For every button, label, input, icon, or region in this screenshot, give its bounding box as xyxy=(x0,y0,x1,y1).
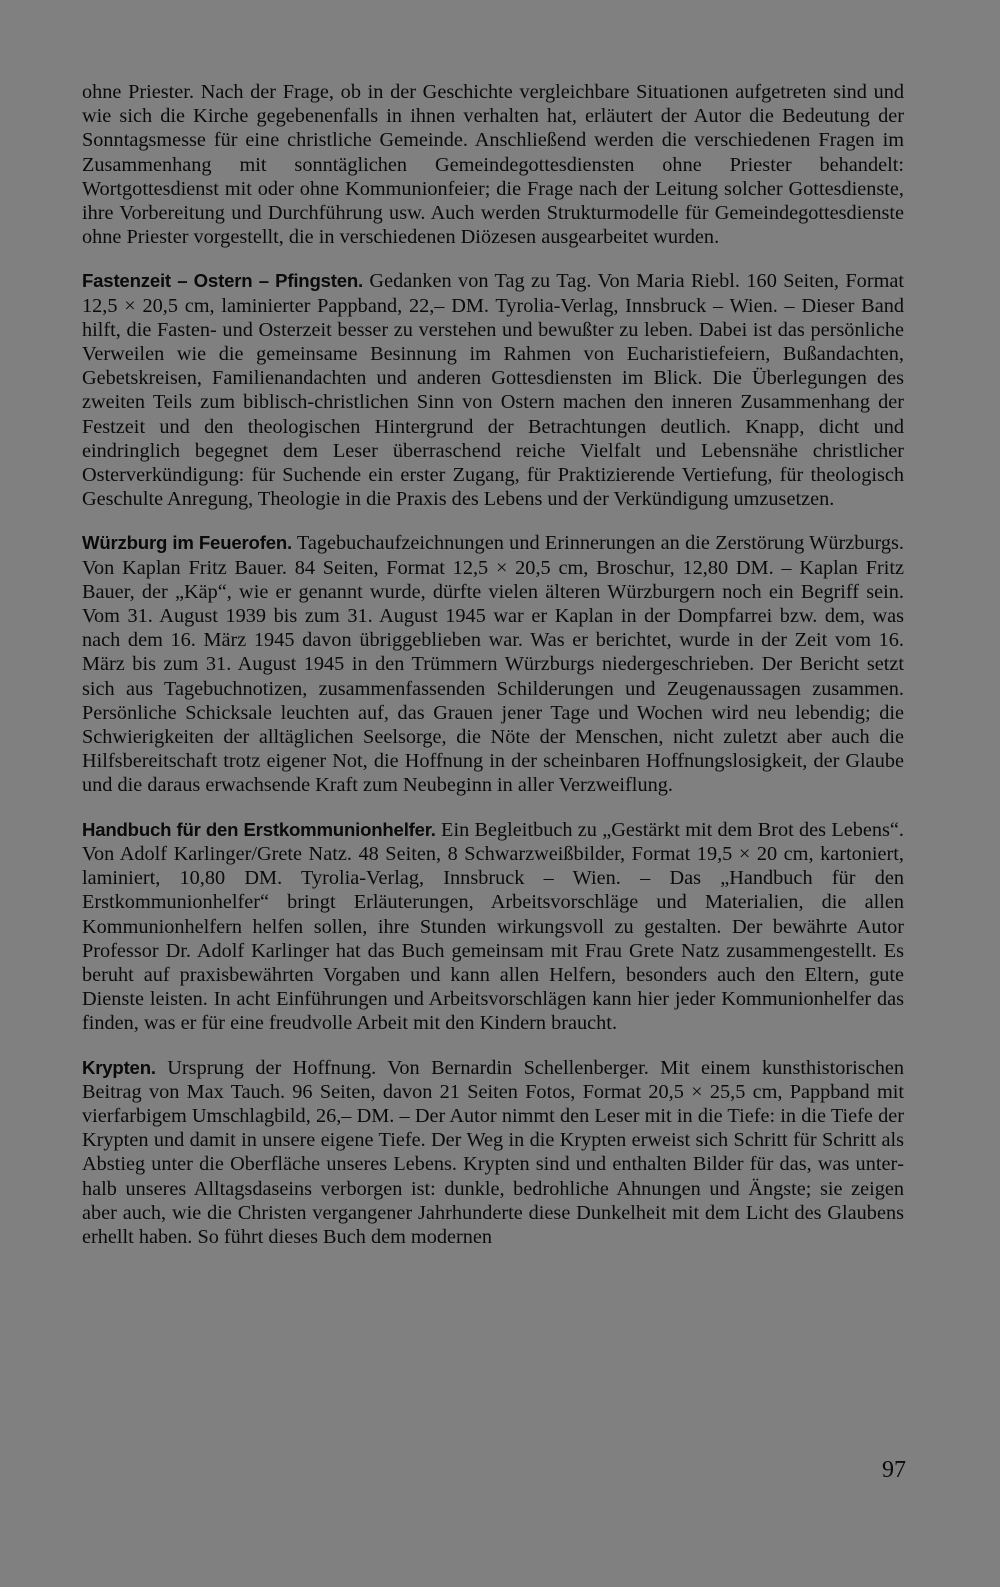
book-title-lead: Krypten. xyxy=(82,1056,156,1078)
paragraph-text: ohne Priester. Nach der Frage, ob in der Geschichte vergleichbare Situationen aufgetreten sind und wie sich die Kirche gegebenenfalls in ihnen verhalten hat, erläutert der Autor die Bedeutung der Sonntagsmesse für eine christliche Gemeinde. Anschließend werden die verschiedenen Fragen im Zusammenhang mit sonntäglichen Gemeindegottesdiensten ohne Priester behandelt: Wortgottesdienst mit oder ohne Kommunionfeier; die Frage nach der Leitung solcher Gottesdienste, ihre Vorbereitung und Durchführung usw. Auch werden Strukturmodelle für Gemeindegottesdienste ohne Priester vorgestellt, die in verschiedenen Diözesen ausgearbeitet wurden. xyxy=(82,81,904,249)
book-title-lead: Handbuch für den Erstkommunionhelfer. xyxy=(82,818,436,840)
paragraph-intro-continuation xyxy=(82,80,904,249)
review-text: Ein Begleitbuch zu „Gestärkt mit dem Brot des Lebens“. Von Adolf Karlinger/Grete Natz. 48 Seiten, 8 Schwarzweißbilder, Format 19,5 × 20 cm, kartoniert, laminiert, 10,80 DM. Tyrolia-Verlag, Innsbruck – Wien. – Das „Handbuch für den Erstkommunionhelfer“ bringt Erläuterungen, Arbeitsvorschläge und Materialien, die allen Kommunionhelfern helfen sollen, ihre Stunden wirkungsvoll zu gestalten. Der bewährte Autor Professor Dr. Adolf Karlinger hat das Buch gemeinsam mit Frau Grete Natz zusammengestellt. Es beruht auf praxisbewährten Vorgaben und kann allen Helfern, besonders auch den Eltern, gute Dienste leisten. In acht Einführungen und Arbeitsvorschlägen kann hier jeder Kommunionhelfer das finden, was er für eine freudvolle Arbeit mit den Kindern braucht. xyxy=(82,818,904,1035)
page-body xyxy=(82,80,904,1249)
review-handbuch-erstkommunionhelfer xyxy=(82,818,904,1036)
review-wuerzburg-im-feuerofen xyxy=(82,531,904,797)
review-text: Tagebuchaufzeichnungen und Erinnerungen an die Zerstörung Würzburgs. Von Kaplan Fritz Bauer. 84 Seiten, Format 12,5 × 20,5 cm, Broschur, 12,80 DM. – Kaplan Fritz Bauer, der „Käp“, wie er genannt wurde, dürfte vielen älteren Würzburgern noch ein Begriff sein. Vom 31. August 1939 bis zum 31. August 1945 war er Kaplan in der Dompfarrei bzw. dem, was nach dem 16. März 1945 davon übriggeblieben war. Was er berichtet, wurde in der Zeit vom 16. März bis zum 31. August 1945 in den Trümmern Würzburgs niedergeschrieben. Der Bericht setzt sich aus Tagebuchnotizen, zusammenfassenden Schilderungen und Zeugenaussagen zusammen. Persönliche Schicksale leuchten auf, das Grauen jener Tage und Wochen wird neu lebendig; die Schwierigkeiten der alltäglichen Seelsorge, die Nöte der Menschen, nicht zuletzt aber auch die Hilfsbereitschaft trotz eigener Not, die Hoffnung in der scheinbaren Hoffnungslosigkeit, der Glaube und die daraus erwachsende Kraft zum Neubeginn in aller Verzweiflung. xyxy=(82,532,904,797)
review-text: Ursprung der Hoffnung. Von Bernardin Schellenberger. Mit einem kunsthistorischen Beitrag von Max Tauch. 96 Seiten, davon 21 Seiten Fotos, Format 20,5 × 25,5 cm, Pappband mit vierfarbigem Umschlagbild, 26,– DM. – Der Autor nimmt den Leser mit in die Tiefe: in die Tiefe der Krypten und damit in unsere eigene Tiefe. Der Weg in die Krypten erweist sich Schritt für Schritt als Abstieg unter die Oberfläche unseres Lebens. Krypten sind und enthalten Bilder für das, was unterhalb unseres Alltagsdaseins verborgen ist: dunkle, bedrohliche Ahnungen und Ängste; sie zeigen aber auch, wie die Christen vergangener Jahrhunderte diese Dunkelheit mit dem Licht des Glaubens erhellt haben. So führt dieses Buch dem modernen xyxy=(82,1056,904,1248)
book-title-lead: Würzburg im Feuerofen. xyxy=(82,532,292,554)
book-title-lead: Fastenzeit – Ostern – Pfingsten. xyxy=(82,270,364,292)
page-number: 97 xyxy=(882,1457,906,1483)
review-text: Gedanken von Tag zu Tag. Von Maria Riebl. 160 Seiten, Format 12,5 × 20,5 cm, laminierter Pappband, 22,– DM. Tyrolia-Verlag, Innsbruck – Wien. – Dieser Band hilft, die Fasten- und Osterzeit besser zu verstehen und bewußter zu leben. Dabei ist das persönliche Verweilen wie die gemeinsame Besinnung im Rahmen von Eucharistiefeiern, Bußandachten, Gebetskreisen, Familienandachten und anderen Gottesdiensten im Blick. Die Überlegungen des zweiten Teils zum biblisch-christlichen Sinn von Ostern machen den inneren Zusammenhang der Festzeit und den theologischen Hintergrund der Betrachtungen deutlich. Knapp, dicht und eindringlich begegnet dem Leser überraschend reiche Vielfalt und Lebensnähe christlicher Osterverkündigung: für Suchende ein erster Zugang, für Praktizierende Vertiefung, für theologisch Geschulte Anregung, Theologie in die Praxis des Lebens und der Verkündigung umzusetzen. xyxy=(82,270,904,511)
review-fastenzeit-ostern-pfingsten xyxy=(82,269,904,511)
review-krypten xyxy=(82,1056,904,1250)
